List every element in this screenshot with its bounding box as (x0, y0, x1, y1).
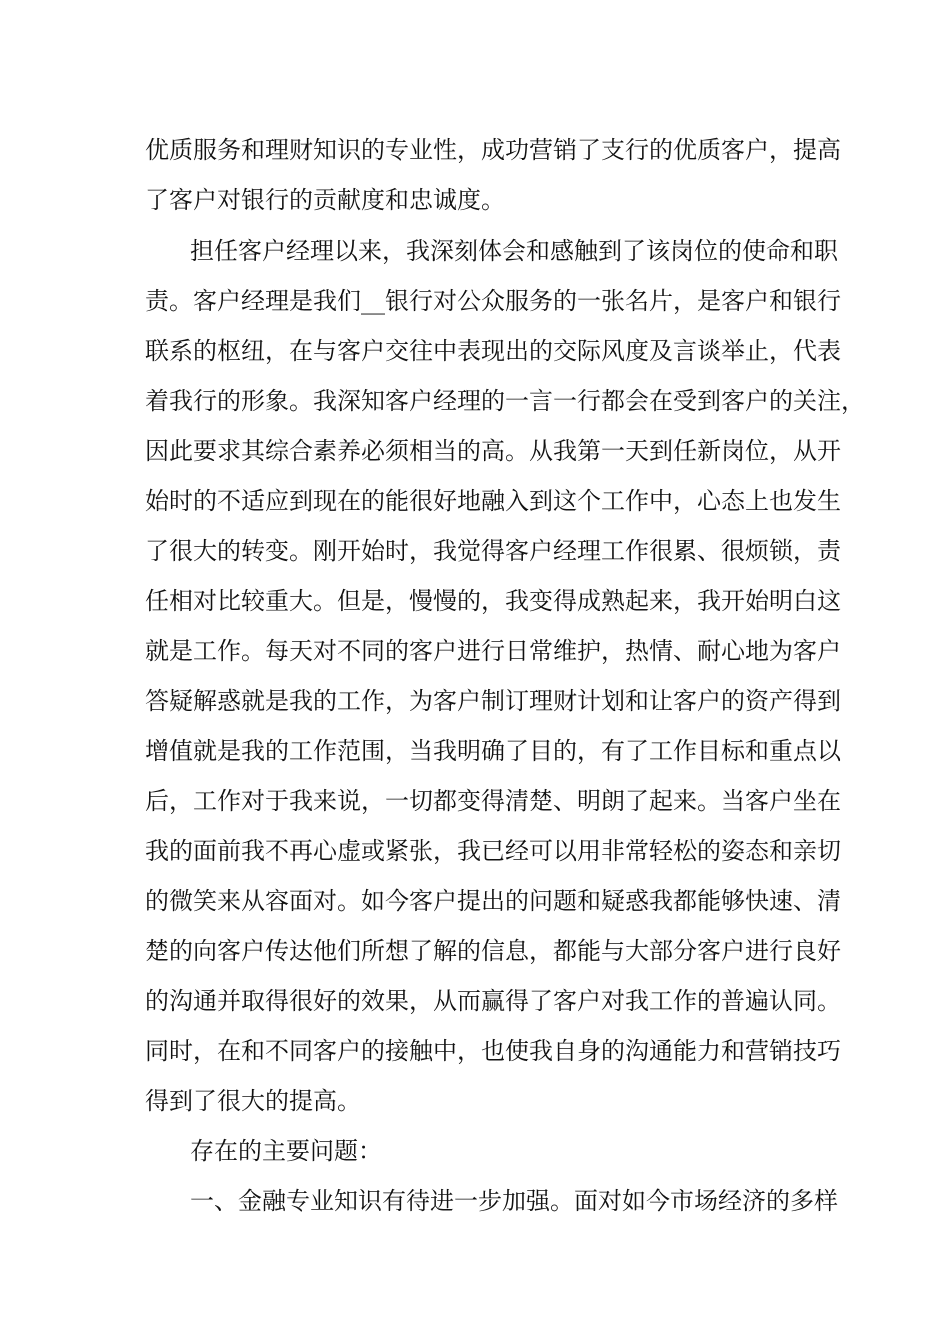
section-heading: 存在的主要问题： (190, 1137, 382, 1165)
paragraph-2-line-12: 后，工作对于我来说，一切都变得清楚、明朗了起来。当客户坐在 (145, 787, 841, 815)
paragraph-2-line-15: 楚的向客户传达他们所想了解的信息，都能与大部分客户进行良好 (145, 937, 841, 965)
paragraph-2-line-18: 得到了很大的提高。 (145, 1087, 361, 1115)
paragraph-2-line-8: 任相对比较重大。但是，慢慢的，我变得成熟起来，我开始明白这 (145, 587, 841, 615)
paragraph-1-line-2: 了客户对银行的贡献度和忠诚度。 (145, 186, 505, 214)
paragraph-2-line-10: 答疑解惑就是我的工作，为客户制订理财计划和让客户的资产得到 (145, 687, 841, 715)
paragraph-2-line-5: 因此要求其综合素养必须相当的高。从我第一天到任新岗位，从开 (145, 437, 841, 465)
paragraph-2-line-4: 着我行的形象。我深知客户经理的一言一行都会在受到客户的关注， (145, 387, 865, 415)
paragraph-2-line-3: 联系的枢纽，在与客户交往中表现出的交际风度及言谈举止，代表 (145, 337, 841, 365)
paragraph-2-line-7: 了很大的转变。刚开始时，我觉得客户经理工作很累、很烦锁，责 (145, 537, 841, 565)
paragraph-1-line-1: 优质服务和理财知识的专业性，成功营销了支行的优质客户，提高 (145, 136, 841, 164)
paragraph-2-line-1: 担任客户经理以来，我深刻体会和感触到了该岗位的使命和职 (190, 237, 838, 265)
paragraph-2-line-13: 我的面前我不再心虚或紧张，我已经可以用非常轻松的姿态和亲切 (145, 837, 841, 865)
paragraph-2-line-16: 的沟通并取得很好的效果，从而赢得了客户对我工作的普遍认同。 (145, 987, 841, 1015)
paragraph-2-line-14: 的微笑来从容面对。如今客户提出的问题和疑惑我都能够快速、清 (145, 887, 841, 915)
paragraph-2-line-17: 同时，在和不同客户的接触中，也使我自身的沟通能力和营销技巧 (145, 1037, 841, 1065)
paragraph-3-line-1: 一、金融专业知识有待进一步加强。面对如今市场经济的多样 (190, 1187, 838, 1215)
paragraph-2-line-11: 增值就是我的工作范围，当我明确了目的，有了工作目标和重点以 (145, 737, 841, 765)
paragraph-2-line-6: 始时的不适应到现在的能很好地融入到这个工作中，心态上也发生 (145, 487, 841, 515)
paragraph-2-line-9: 就是工作。每天对不同的客户进行日常维护，热情、耐心地为客户 (145, 637, 841, 665)
paragraph-2-line-2: 责。客户经理是我们__银行对公众服务的一张名片，是客户和银行 (145, 287, 841, 315)
